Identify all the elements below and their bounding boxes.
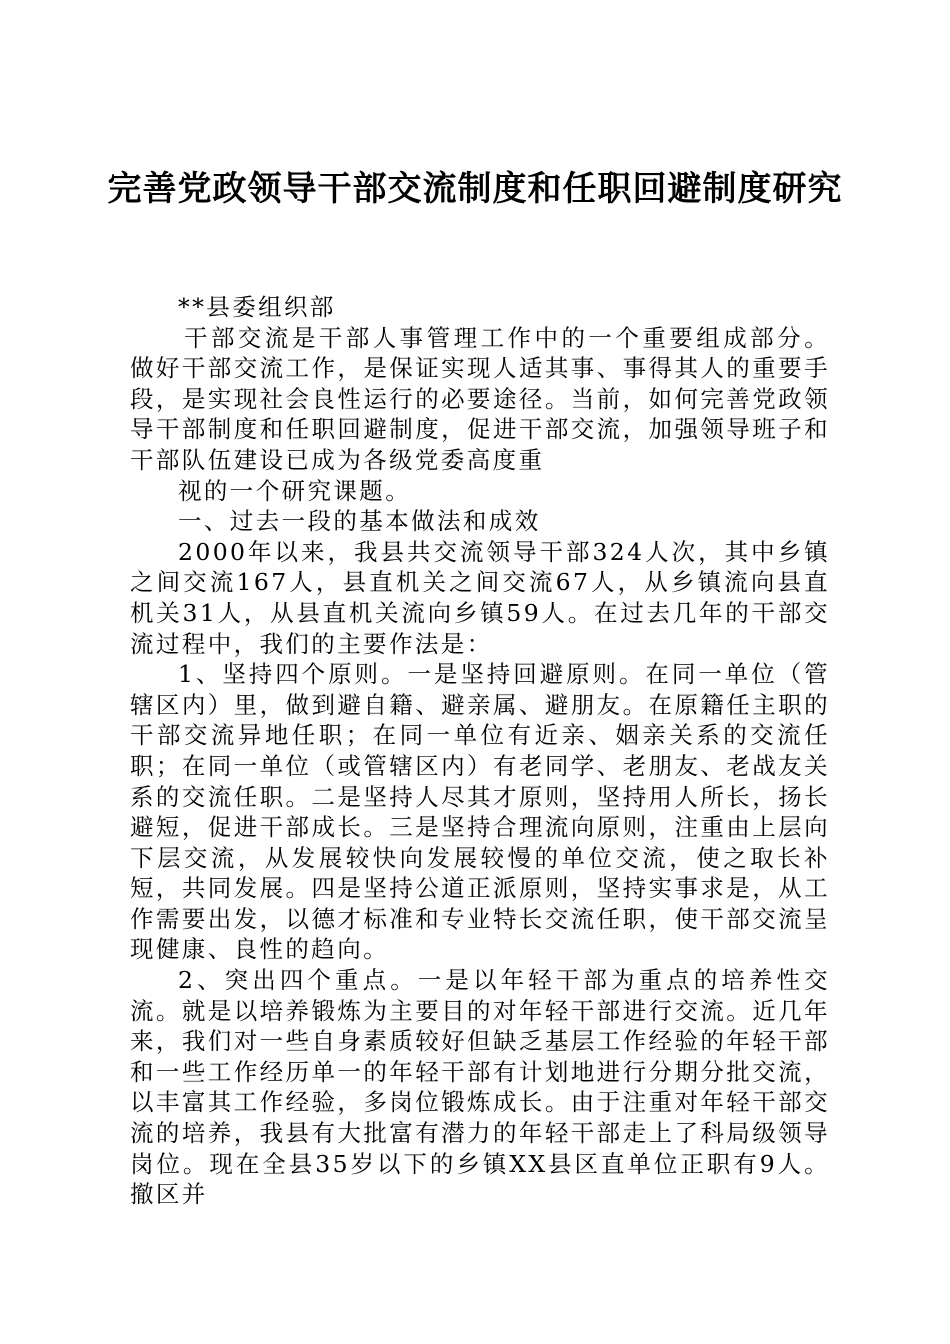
paragraph-3: 2000年以来，我县共交流领导干部324人次，其中乡镇之间交流167人，县直机关之间交流67人，从乡镇流向县直机关31人，从县直机关流向乡镇59人。在过去几年的干部交流过程中，我们的主要作法是： (130, 537, 830, 658)
section-heading-1: 一、过去一段的基本做法和成效 (178, 507, 541, 536)
author-line: **县委组织部 (178, 293, 336, 321)
paragraph-2: 视的一个研究课题。 (178, 476, 412, 505)
paragraph-5: 2、突出四个重点。一是以年轻干部为重点的培养性交流。就是以培养锻炼为主要目的对年轻干部进行交流。近几年来，我们对一些自身素质较好但缺乏基层工作经验的年轻干部和一些工作经历单一的年轻干部有计划地进行分期分批交流，以丰富其工作经验，多岗位锻炼成长。由于注重对年轻干部交流的培养，我县有大批富有潜力的年轻干部走上了科局级领导岗位。现在全县35岁以下的乡镇XX县区直单位正职有9人。撤区并 (130, 966, 830, 1209)
paragraph-1: 干部交流是干部人事管理工作中的一个重要组成部分。做好干部交流工作，是保证实现人适其事、事得其人的重要手段，是实现社会良性运行的必要途径。当前，如何完善党政领导干部制度和任职回避制度，促进干部交流，加强领导班子和干部队伍建设已成为各级党委高度重 (130, 323, 830, 474)
paragraph-4: 1、坚持四个原则。一是坚持回避原则。在同一单位（管辖区内）里，做到避自籍、避亲属、避朋友。在原籍任主职的干部交流异地任职；在同一单位有近亲、姻亲关系的交流任职；在同一单位（或管辖区内）有老同学、老朋友、老战友关系的交流任职。二是坚持人尽其才原则，坚持用人所长，扬长避短，促进干部成长。三是坚持合理流向原则，注重由上层向下层交流，从发展较快向发展较慢的单位交流，使之取长补短，共同发展。四是坚持公道正派原则，坚持实事求是，从工作需要出发，以德才标准和专业特长交流任职，使干部交流呈现健康、良性的趋向。 (130, 660, 830, 964)
document-body (130, 292, 830, 1210)
document-title: 完善党政领导干部交流制度和任职回避制度研究 (107, 169, 843, 209)
